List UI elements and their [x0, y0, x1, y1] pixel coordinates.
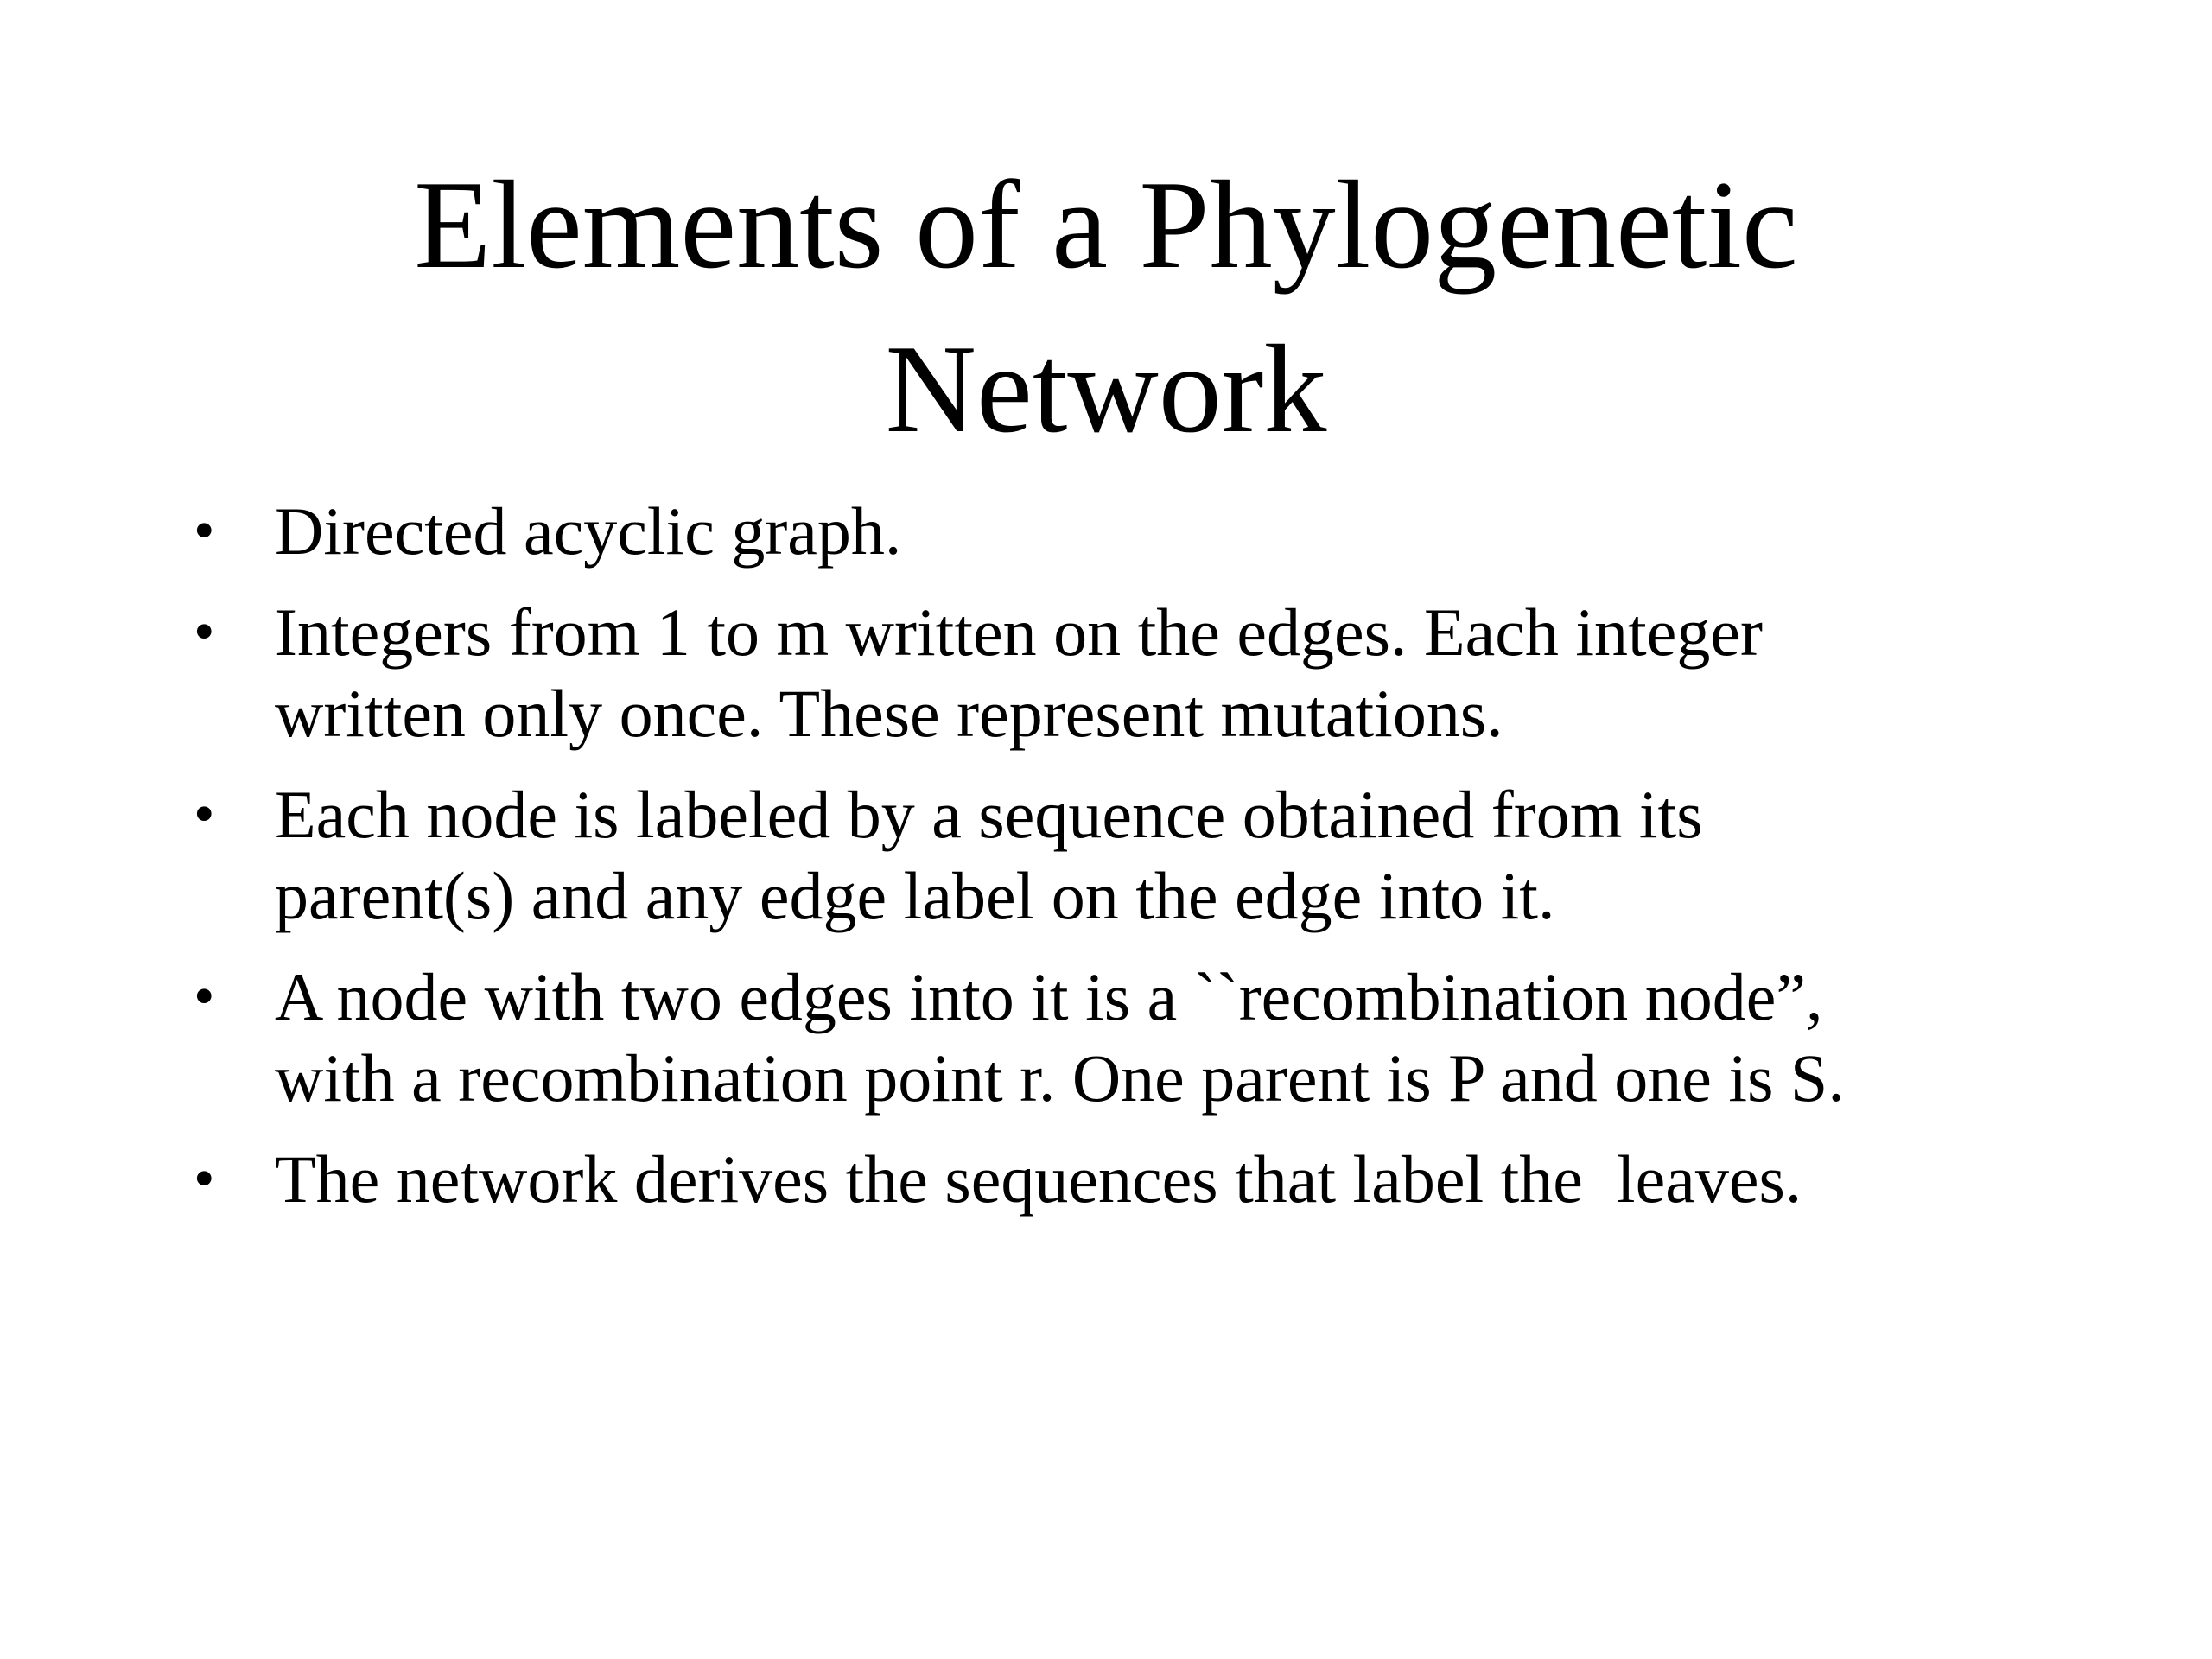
bullet-marker: • — [194, 498, 215, 564]
bullet-marker: • — [194, 781, 215, 848]
slide-title-line-2: Network — [885, 319, 1327, 459]
slide-title — [0, 143, 2212, 471]
bullet-text — [275, 491, 2134, 572]
bullet-line: The network derives the sequences that label the leaves. — [275, 1141, 1802, 1217]
slide-title-line-1: Elements of a Phylogenetic — [414, 155, 1798, 295]
bullet-marker: • — [194, 1146, 215, 1212]
bullet-marker: • — [194, 963, 215, 1030]
bullet-line: Integers from 1 to m written on the edges. Each integer — [275, 594, 1763, 670]
bullet-line: Each node is labeled by a sequence obtained from its — [275, 777, 1703, 852]
bullet-line: Directed acyclic graph. — [275, 493, 902, 569]
bullet-line: written only once. These represent mutations. — [275, 676, 1503, 751]
bullet-marker: • — [194, 599, 215, 665]
bullet-text — [275, 1139, 2134, 1220]
bullet-item-5 — [181, 1139, 2134, 1220]
bullet-line: with a recombination point r. One parent is P and one is S. — [275, 1040, 1845, 1116]
bullet-line: parent(s) and any edge label on the edge into it. — [275, 858, 1555, 933]
bullet-text — [275, 957, 2134, 1119]
bullet-item-4 — [181, 957, 2134, 1119]
bullet-text — [275, 592, 2134, 754]
bullet-line: A node with two edges into it is a ``recombination node”, — [275, 959, 1823, 1034]
bullet-item-2 — [181, 592, 2134, 754]
bullet-item-3 — [181, 774, 2134, 937]
bullet-list — [181, 491, 2134, 1240]
bullet-item-1 — [181, 491, 2134, 572]
bullet-text — [275, 774, 2134, 937]
